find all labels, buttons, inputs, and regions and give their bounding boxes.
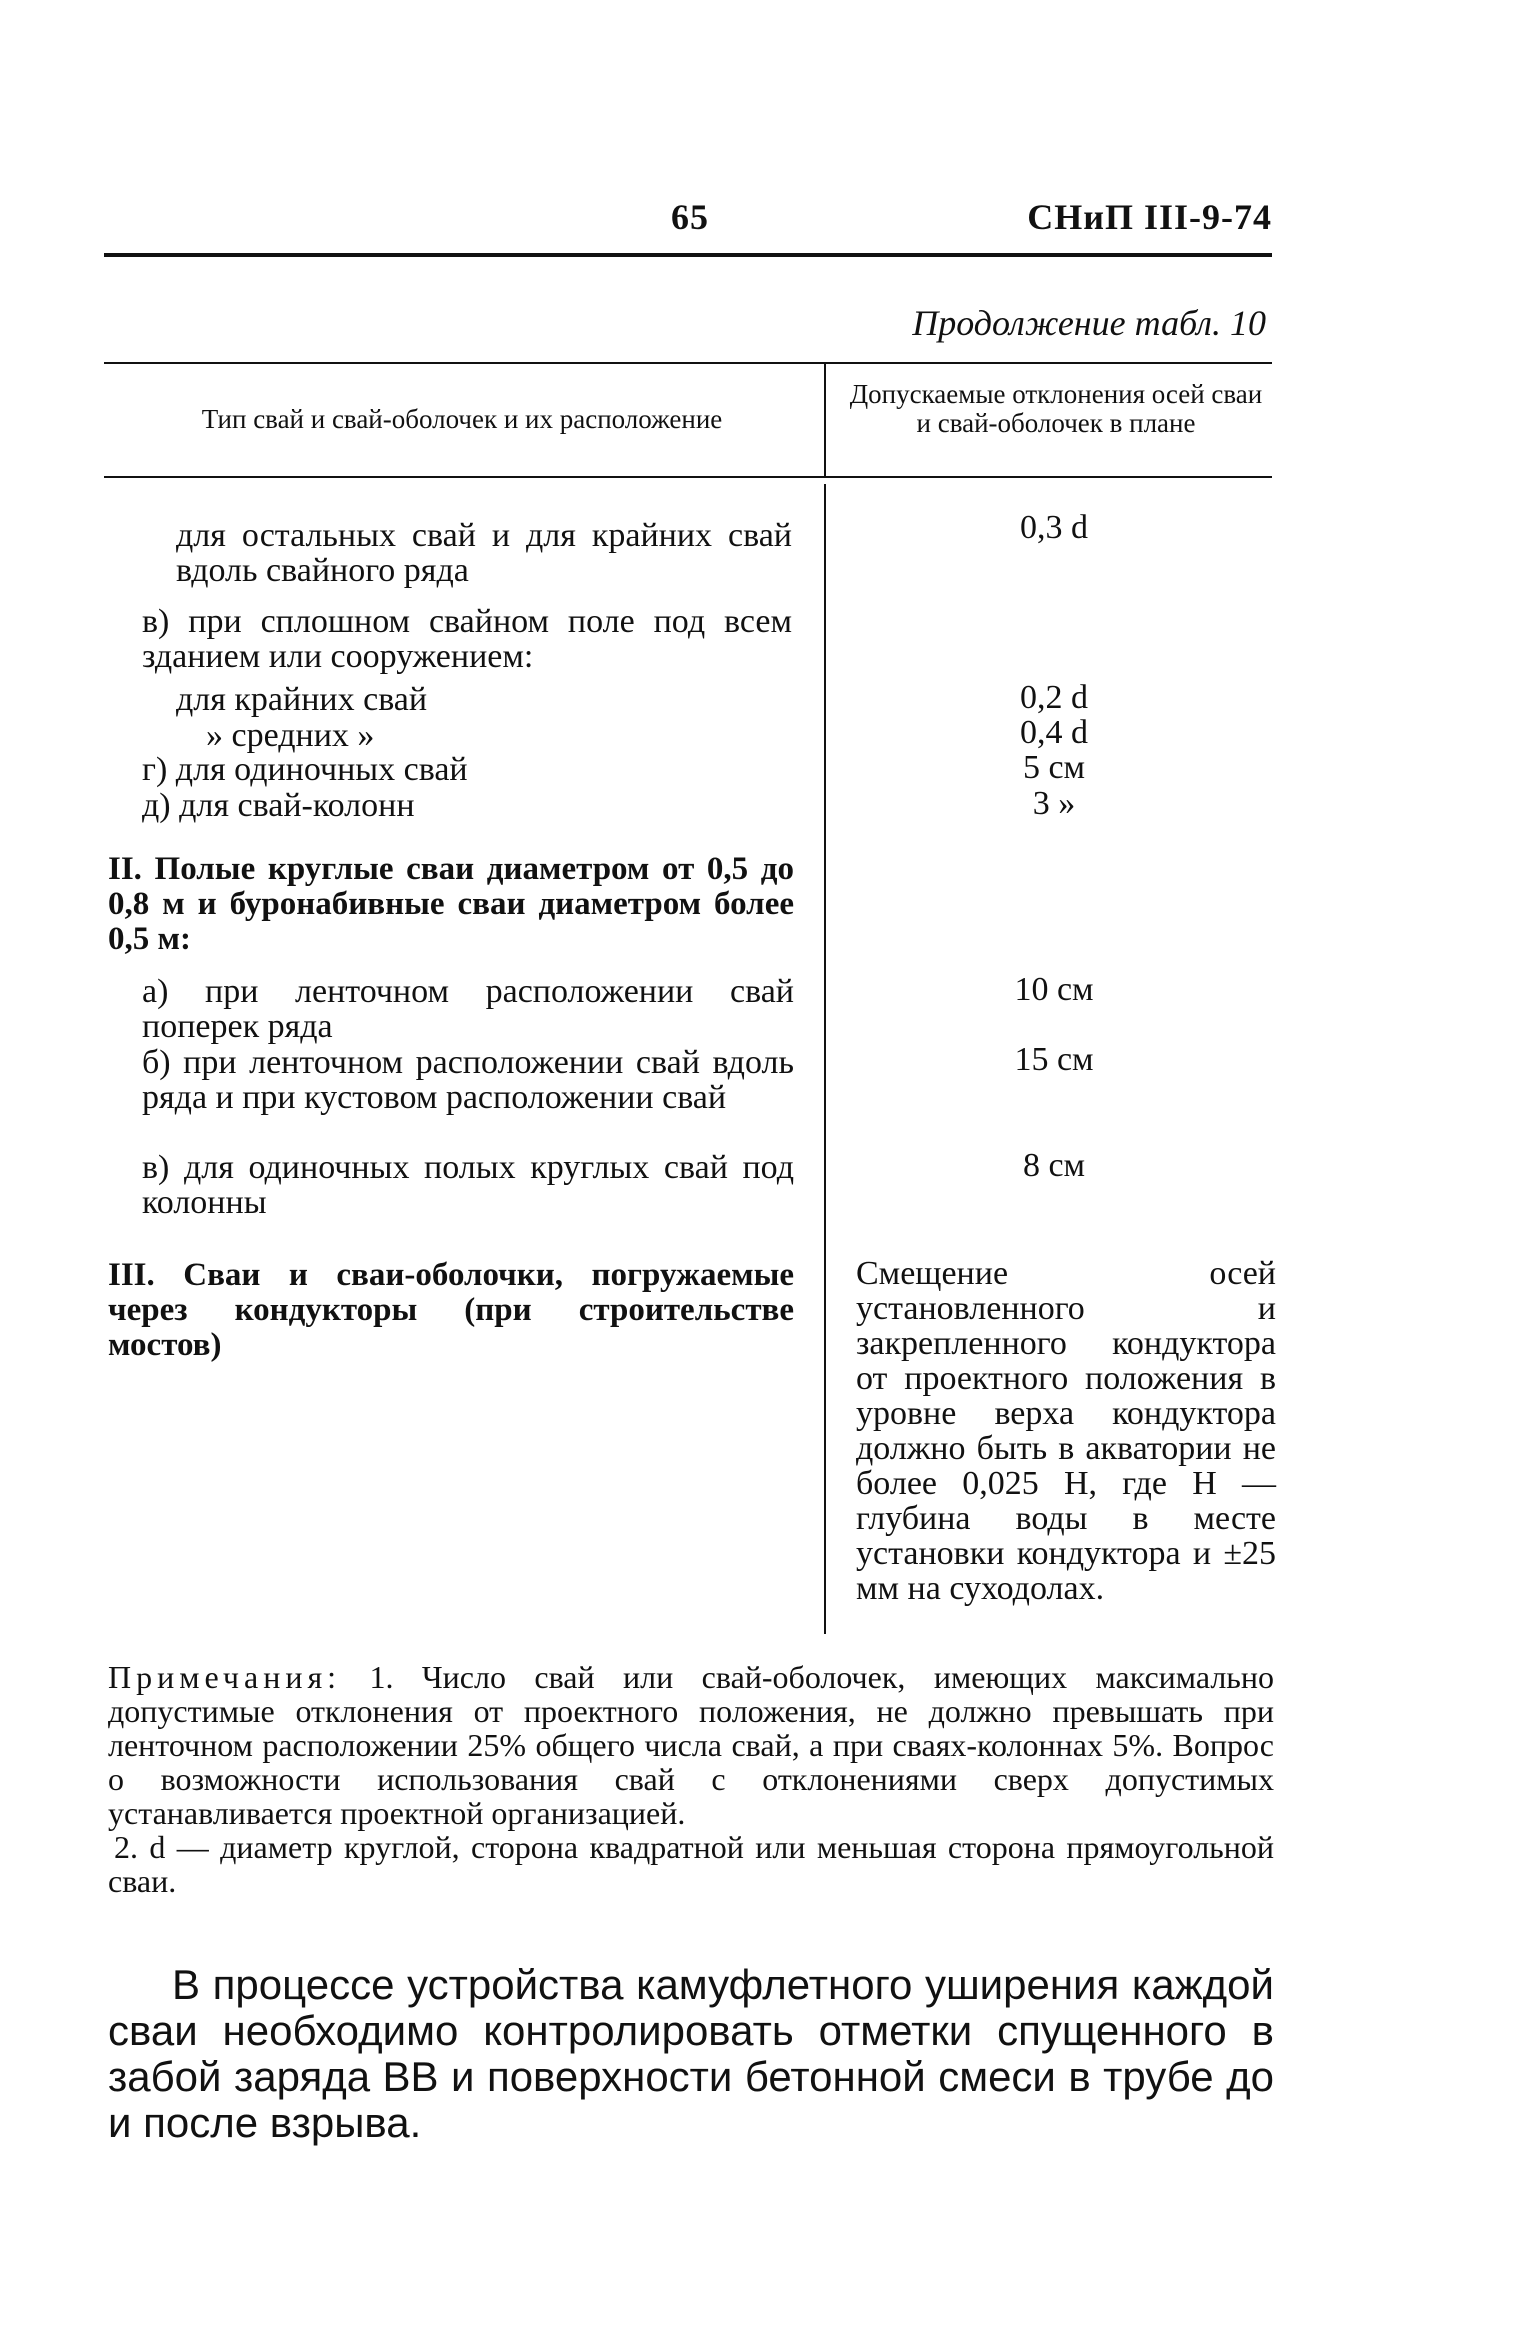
- body-paragraph: В процессе устройства камуфлетного уширения каждой сваи необходимо контролировать отметки спущенного в забой заряда ВВ и поверхности бетонной смеси в трубе до и после взрыва.: [108, 1961, 1274, 2146]
- note-1-text: 1. Число свай или свай-оболочек, имеющих максимально допустимые отклонения от проектного положения, не должно превышать при ленточном расположении 25% общего числа свай, а при сваях-колоннах 5%. Вопрос о возможности использования свай с отклонениями сверх допустимых устанавливается проектной организацией.: [108, 1659, 1275, 1831]
- table-row-value: 0,2 d: [1020, 679, 1088, 716]
- section-3-requirement: Смещение осей установленного и закрепленного кондуктора от проектного положения в уровне верха кондуктора должно быть в акватории не более 0,025 H, где H — глубина воды в месте установки кондуктора и ±25 мм на суходолах.: [856, 1255, 1276, 1607]
- body-column-divider: [824, 484, 826, 1634]
- table-row-value: 15 см: [1014, 1041, 1094, 1078]
- section-2-title: II. Полые круглые сваи диаметром от 0,5 до 0,8 м и буронабивные сваи диаметром более 0,5 м:: [108, 851, 794, 957]
- note-1: [108, 1660, 1274, 1830]
- table-row-text: в) при сплошном свайном поле под всем зданием или сооружением:: [142, 603, 792, 675]
- header-column-divider: [824, 362, 826, 476]
- table-notes: [108, 1660, 1274, 1898]
- header-rule: [104, 253, 1272, 257]
- table-row-value: 3 »: [1032, 785, 1076, 822]
- table-row-text: б) при ленточном расположении свай вдоль ряда и при кустовом расположении свай: [142, 1044, 794, 1116]
- table-row-text: для остальных свай и для крайних свай вдоль свайного ряда: [176, 517, 792, 589]
- table-row-value: 0,4 d: [1020, 714, 1088, 751]
- table-header-rule: [104, 476, 1272, 478]
- table-row-value: 0,3 d: [1020, 509, 1088, 546]
- notes-label: Примечания:: [108, 1659, 342, 1695]
- table-row-value: 10 см: [1014, 971, 1094, 1008]
- column-header-type: Тип свай и свай-оболочек и их расположение: [201, 404, 723, 434]
- table-row-text: а) при ленточном расположении свай поперек ряда: [142, 973, 794, 1045]
- table-row-value: 5 см: [1022, 749, 1086, 786]
- section-3-title: III. Сваи и сваи-оболочки, погружаемые через кондукторы (при строительстве мостов): [108, 1257, 794, 1363]
- table-row-text: для крайних свай: [176, 681, 428, 718]
- table-row-value: 8 см: [1022, 1147, 1086, 1184]
- table-row-text: г) для одиночных свай: [142, 751, 468, 788]
- table-caption: Продолжение табл. 10: [912, 303, 1266, 343]
- table-row-text: » средних »: [206, 717, 375, 754]
- page-number: 65: [671, 197, 709, 237]
- column-header-deviation: Допускаемые отклонения осей сваи и свай-оболочек в плане: [849, 379, 1263, 438]
- table-row-text: в) для одиночных полых круглых свай под колонны: [142, 1149, 794, 1221]
- table-row-text: д) для свай-колонн: [142, 787, 415, 824]
- document-code: СНиП III-9-74: [1027, 197, 1272, 237]
- note-2: 2. d — диаметр круглой, сторона квадратной или меньшая сторона прямоугольной сваи.: [108, 1829, 1274, 1899]
- table-top-rule: [104, 362, 1272, 364]
